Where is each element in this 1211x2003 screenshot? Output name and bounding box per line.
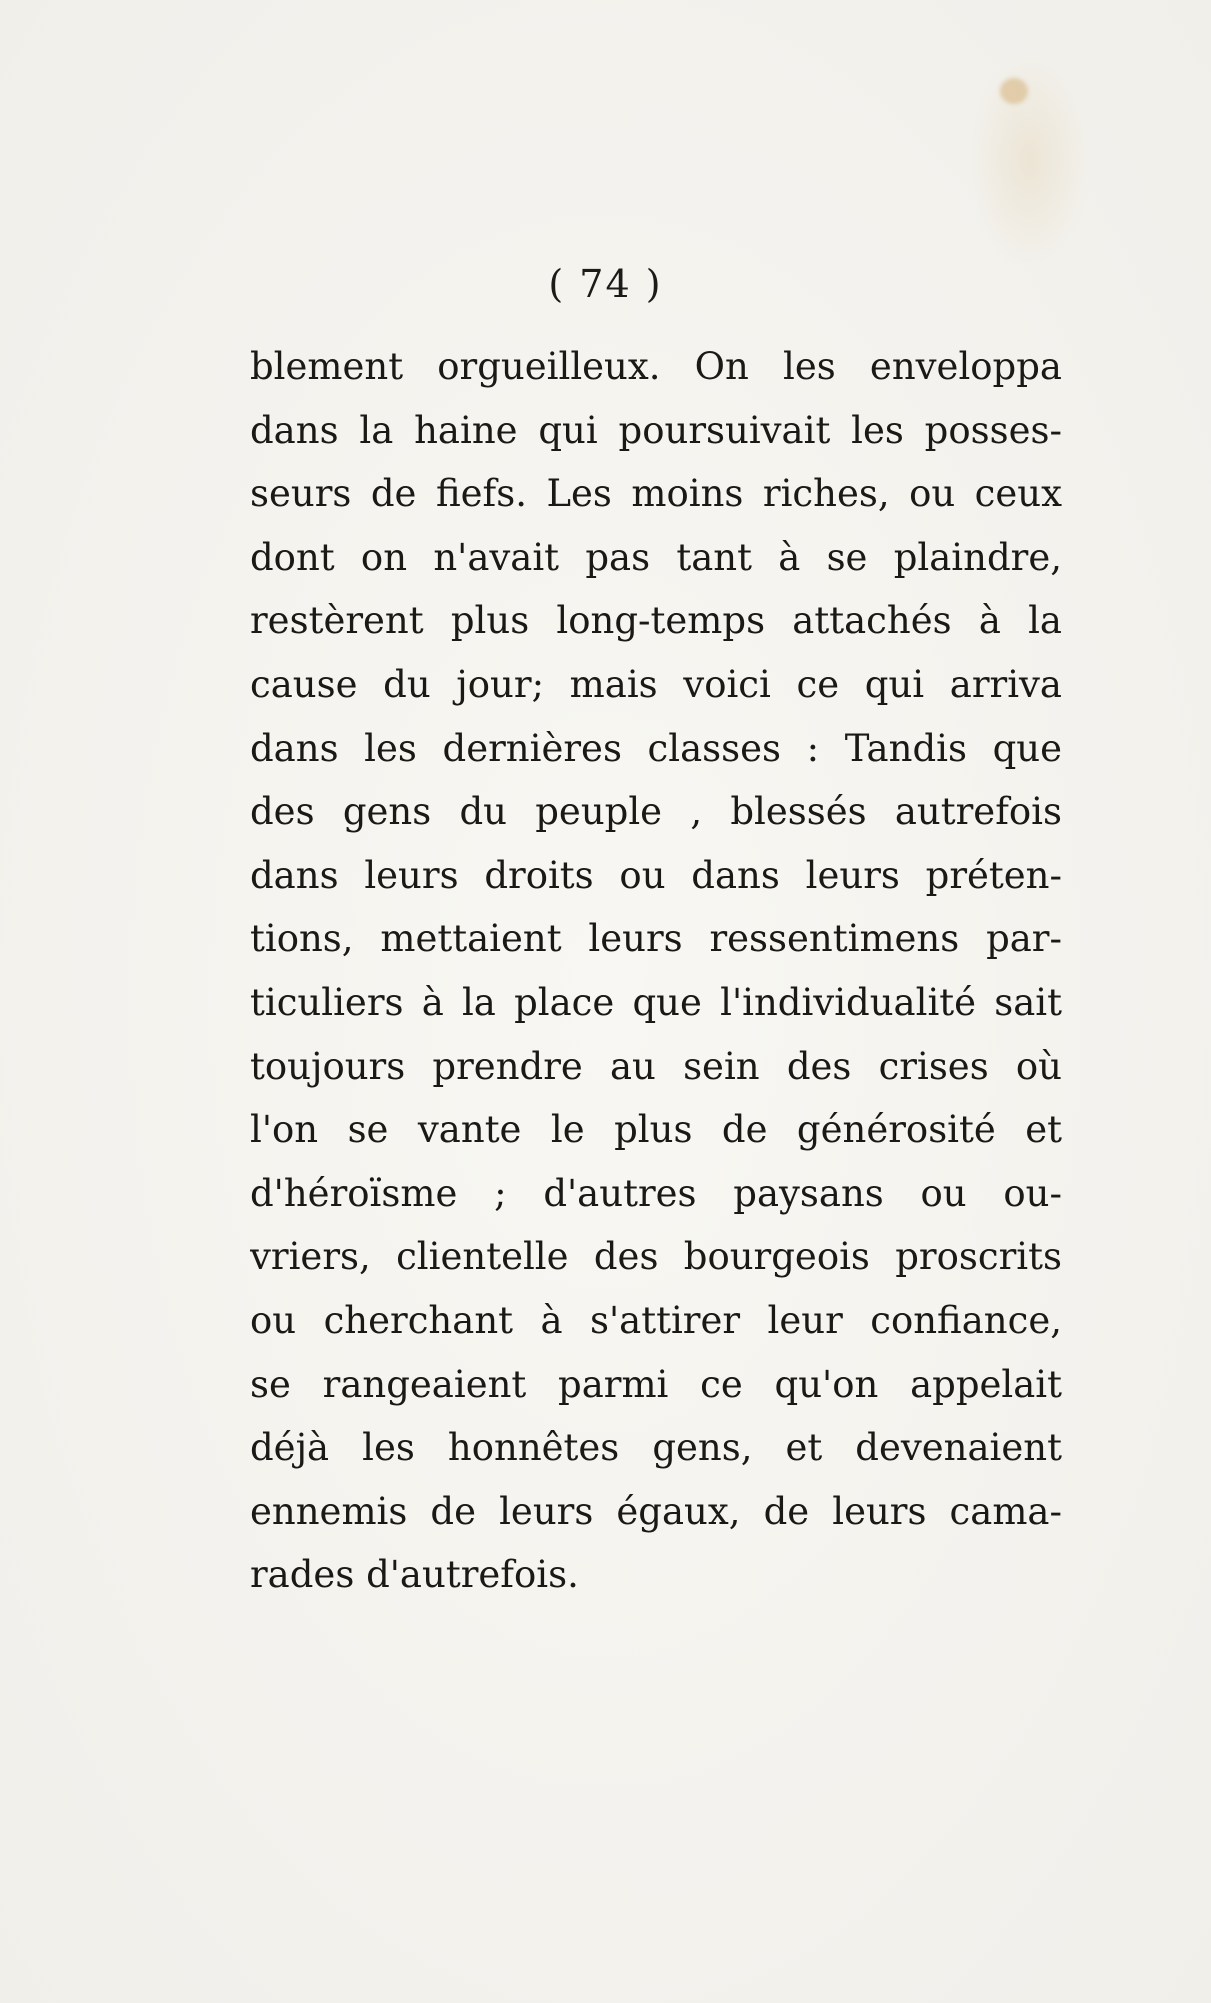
text-line: l'on se vante le plus de générosité et: [250, 1108, 1062, 1152]
text-line: ou cherchant à s'attirer leur confiance,: [250, 1298, 1062, 1342]
text-line: dans leurs droits ou dans leurs préten-: [250, 853, 1062, 897]
text-line: dont on n'avait pas tant à se plaindre,: [250, 535, 1062, 579]
text-line: seurs de fiefs. Les moins riches, ou ceux: [250, 472, 1062, 516]
paper-stain: [1000, 78, 1028, 104]
text-line: cause du jour; mais voici ce qui arriva: [250, 662, 1062, 706]
text-line: déjà les honnêtes gens, et devenaient: [250, 1426, 1062, 1470]
text-line: tions, mettaient leurs ressentimens par-: [250, 917, 1062, 961]
text-line: blement orgueilleux. On les enveloppa: [250, 345, 1062, 388]
text-line: restèrent plus long-temps attachés à la: [250, 599, 1062, 643]
text-line: ennemis de leurs égaux, de leurs cama-: [250, 1489, 1062, 1533]
text-line: dans la haine qui poursuivait les posses-: [250, 408, 1062, 452]
text-line: se rangeaient parmi ce qu'on appelait: [250, 1362, 1062, 1406]
text-line: ticuliers à la place que l'individualité sait: [250, 980, 1062, 1024]
text-line: toujours prendre au sein des crises où: [250, 1044, 1062, 1088]
text-line: des gens du peuple , blessés autrefois: [250, 790, 1062, 834]
body-text: [250, 335, 1062, 1607]
page-number: ( 74 ): [548, 262, 663, 306]
text-line: vriers, clientelle des bourgeois proscrits: [250, 1235, 1062, 1279]
text-line: dans les dernières classes : Tandis que: [250, 726, 1062, 770]
text-line: d'héroïsme ; d'autres paysans ou ou-: [250, 1171, 1062, 1215]
text-line: rades d'autrefois.: [250, 1553, 579, 1597]
